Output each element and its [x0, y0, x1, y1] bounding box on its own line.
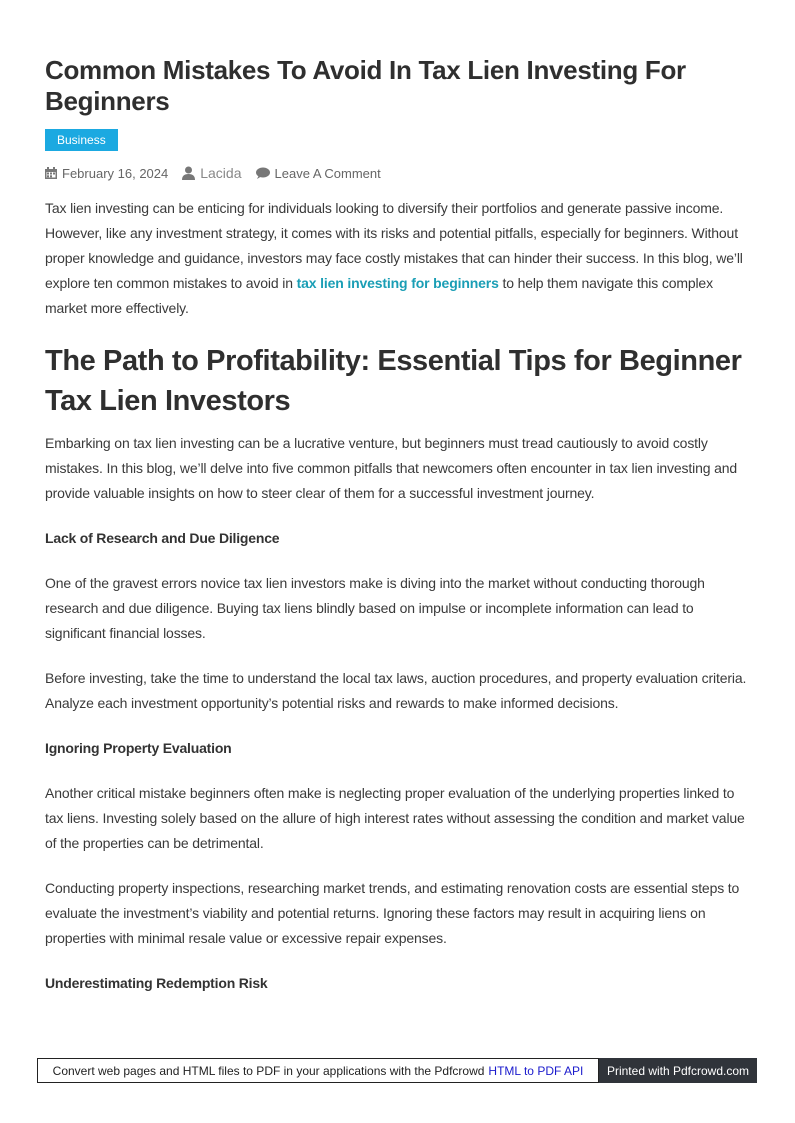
subheading: Lack of Research and Due Diligence	[45, 530, 280, 546]
paragraph: One of the gravest errors novice tax lien investors make is diving into the market without conducting thorough research and due diligence. Buying tax liens blindly based on impulse or incomplete information can lead to significant financial losses.	[45, 575, 705, 641]
printed-with-badge[interactable]: Printed with Pdfcrowd.com	[599, 1058, 757, 1083]
calendar-icon	[45, 167, 57, 179]
footer-message: Convert web pages and HTML files to PDF in your applications with the Pdfcrowd HTML to PDF API	[37, 1058, 599, 1083]
user-icon	[182, 166, 195, 180]
post-author[interactable]: Lacida	[182, 165, 241, 181]
paragraph: Embarking on tax lien investing can be a lucrative venture, but beginners must tread cautiously to avoid costly mistakes. In this blog, we’ll delve into five common pitfalls that newcomers often encounter in tax lien investing and provide valuable insights on how to steer clear of them for a successful investment journey.	[45, 435, 737, 501]
html-to-pdf-api-link[interactable]: HTML to PDF API	[488, 1063, 584, 1078]
tax-lien-beginners-link[interactable]: tax lien investing for beginners	[296, 275, 499, 291]
post-date[interactable]: February 16, 2024	[45, 166, 168, 181]
article	[45, 55, 753, 1016]
paragraph: Another critical mistake beginners often make is neglecting proper evaluation of the underlying properties linked to tax liens. Investing solely based on the allure of high interest rates without assessing the condition and market value of the properties can be detrimental.	[45, 785, 745, 851]
article-title: Common Mistakes To Avoid In Tax Lien Investing For Beginners	[45, 55, 686, 116]
section-heading: The Path to Profitability: Essential Tips for Beginner Tax Lien Investors	[45, 345, 742, 417]
post-comments[interactable]: Leave A Comment	[256, 166, 381, 181]
intro-paragraph: Tax lien investing can be enticing for individuals looking to diversify their portfolios and generate passive income. However, like any investment strategy, it comes with its risks and potential pitfalls, especially for beginners. Without proper knowledge and guidance, investors may face costly mistakes that can hinder their success. In this blog, we’ll explore ten common mistakes to avoid in tax lien investing for beginners to help them navigate this complex market more effectively.	[45, 200, 743, 316]
paragraph: Conducting property inspections, researching market trends, and estimating renovation costs are essential steps to evaluate the investment’s viability and potential returns. Ignoring these factors may result in acquiring liens on properties with minimal resale value or excessive repair expenses.	[45, 880, 740, 946]
paragraph: Before investing, take the time to understand the local tax laws, auction procedures, and property evaluation criteria. Analyze each investment opportunity’s potential risks and rewards to make informed decisions.	[45, 670, 747, 711]
comment-icon	[256, 167, 270, 179]
post-meta	[45, 165, 753, 181]
subheading: Ignoring Property Evaluation	[45, 740, 232, 756]
subheading: Underestimating Redemption Risk	[45, 975, 268, 991]
pdfcrowd-footer	[37, 1058, 757, 1083]
category-badge[interactable]: Business	[45, 129, 118, 151]
